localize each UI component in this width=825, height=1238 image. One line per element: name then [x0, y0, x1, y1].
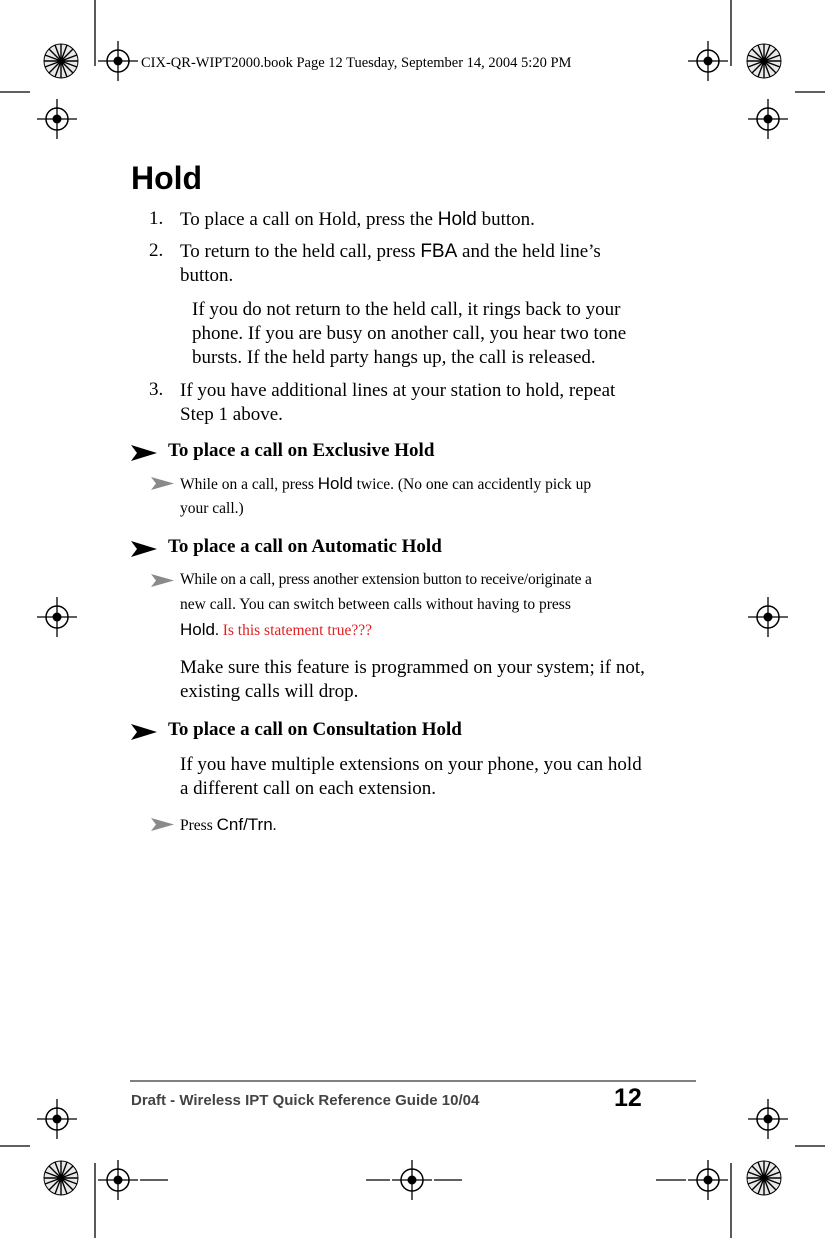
- registration-star-top-left: [44, 44, 78, 78]
- section-arrow-icon: [131, 541, 157, 557]
- hold-note-line3: bursts. If the held party hangs up, the call is released.: [192, 347, 596, 368]
- exclusive-hold-text: While on a call, press Hold twice. (No one can accidently pick up: [180, 474, 592, 493]
- step-2-text: To return to the held call, press FBA and the held line’s: [180, 241, 601, 262]
- step-arrow-icon: [151, 477, 174, 490]
- step-arrow-icon: [151, 818, 174, 831]
- automatic-hold-heading: To place a call on Automatic Hold: [168, 536, 442, 557]
- step-1-text: To place a call on Hold, press the Hold button.: [180, 209, 535, 230]
- consultation-hold-note-line2: a different call on each extension.: [180, 778, 437, 799]
- exclusive-hold-heading: To place a call on Exclusive Hold: [168, 440, 435, 461]
- page-title: Hold: [131, 160, 203, 196]
- automatic-hold-note-line2: existing calls will drop.: [180, 681, 359, 702]
- cnf-trn-key: Cnf/Trn: [216, 815, 273, 834]
- editor-query: Is this statement true???: [222, 622, 373, 639]
- hold-key: Hold: [437, 209, 477, 230]
- automatic-hold-note-line1: Make sure this feature is programmed on your system; if not,: [180, 657, 645, 678]
- section-arrow-icon: [131, 724, 157, 740]
- registration-star-top-right: [747, 44, 781, 78]
- hold-key: Hold: [180, 620, 215, 639]
- footer-rule: [130, 1080, 696, 1082]
- book-slug-line: CIX-QR-WIPT2000.book Page 12 Tuesday, September 14, 2004 5:20 PM: [141, 55, 572, 71]
- footer-label: Draft - Wireless IPT Quick Reference Guide 10/04: [131, 1092, 480, 1109]
- step-number: 2.: [149, 240, 164, 261]
- step-2-text-line2: button.: [180, 265, 234, 286]
- fba-key: FBA: [420, 241, 458, 262]
- registration-star-bottom-right: [747, 1161, 781, 1195]
- step-3-text-line2: Step 1 above.: [180, 404, 283, 425]
- automatic-hold-text-line3: Hold. Is this statement true???: [180, 620, 373, 639]
- automatic-hold-text-line1: While on a call, press another extension button to receive/originate a: [180, 571, 592, 588]
- hold-note-line2: phone. If you are busy on another call, you hear two tone: [192, 323, 627, 344]
- step-number: 1.: [149, 208, 164, 229]
- page-number: 12: [614, 1084, 642, 1112]
- consultation-hold-heading: To place a call on Consultation Hold: [168, 719, 462, 740]
- hold-key: Hold: [317, 474, 353, 493]
- step-number: 3.: [149, 379, 164, 400]
- exclusive-hold-text-line2: your call.): [180, 500, 244, 517]
- step-3-text: If you have additional lines at your station to hold, repeat: [180, 380, 616, 401]
- hold-note-line1: If you do not return to the held call, it rings back to your: [192, 299, 621, 320]
- registration-star-bottom-left: [44, 1161, 78, 1195]
- consultation-hold-step: Press Cnf/Trn.: [180, 815, 277, 834]
- step-arrow-icon: [151, 574, 174, 587]
- section-arrow-icon: [131, 445, 157, 461]
- automatic-hold-text-line2: new call. You can switch between calls without having to press: [180, 596, 571, 613]
- consultation-hold-note-line1: If you have multiple extensions on your phone, you can hold: [180, 754, 642, 775]
